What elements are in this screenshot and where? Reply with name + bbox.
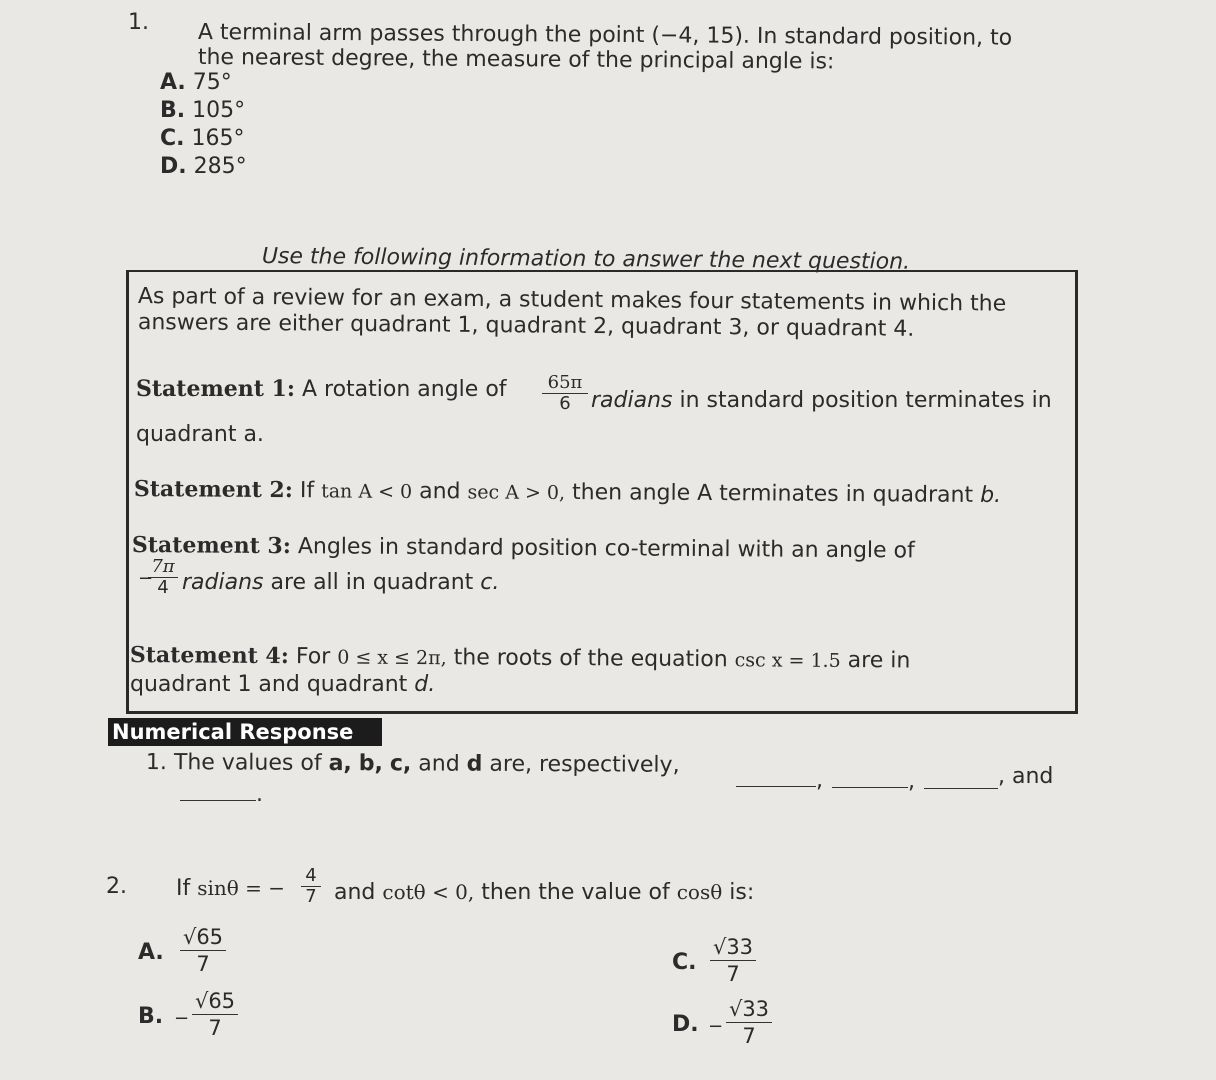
option-letter: C. [160, 126, 185, 151]
statement-text: then angle A terminates in quadrant [572, 480, 974, 508]
option-letter: B. [160, 98, 186, 123]
info-intro-line2: answers are either quadrant 1, quadrant 2, quadrant 3, or quadrant 4. [137, 310, 915, 342]
option-text: 105° [192, 98, 246, 123]
cot-expression: cotθ < 0, [382, 880, 475, 904]
numerical-response-question [146, 750, 680, 778]
negative-sign: − [138, 568, 154, 589]
option-letter: D. [672, 1012, 699, 1037]
option-text: 285° [193, 154, 247, 179]
info-intro-line1: As part of a review for an exam, a student makes four statements in which the [137, 284, 1007, 317]
fraction-65pi-over-6 [542, 373, 588, 414]
answer-blank-d[interactable] [180, 800, 256, 801]
statement-label: Statement 3: [131, 532, 291, 560]
nr-var-b: b, [358, 751, 383, 777]
numerical-response-header: Numerical Response [108, 718, 382, 746]
fraction-numerator: √65 [192, 988, 238, 1015]
q2-option-d[interactable] [672, 997, 782, 1062]
option-letter: C. [672, 950, 697, 975]
comma: , [908, 769, 915, 794]
statement-4 [130, 642, 911, 673]
fraction-numerator: 65π [542, 373, 588, 394]
statement-text: and [419, 478, 461, 505]
q2-stem-start [176, 876, 285, 901]
info-heading: Use the following information to answer the next question. [261, 244, 911, 275]
statement-text: in standard position terminates in [679, 388, 1052, 413]
statement-text: For [295, 644, 331, 670]
fraction-denominator: 7 [726, 962, 740, 986]
statement-text: are in [847, 648, 911, 674]
option-letter: A. [138, 940, 164, 965]
variable-d: d. [414, 672, 436, 697]
comma: , [816, 768, 823, 793]
variable-b: b. [980, 482, 1002, 509]
nr-var-c: c, [389, 751, 412, 777]
q2-stem-end [334, 880, 754, 905]
option-letter: B. [138, 1004, 164, 1029]
math-expression: 0 ≤ x ≤ 2π, [337, 646, 447, 670]
statement-text: If [299, 478, 315, 504]
math-expression: sec A > 0, [467, 481, 566, 505]
statement-label: Statement 4: [129, 642, 289, 670]
q1-number: 1. [128, 10, 149, 35]
statement-4-line2 [130, 672, 435, 697]
fraction-numerator: √33 [726, 996, 772, 1023]
option-letter: A. [160, 70, 186, 95]
q1-option-a[interactable] [160, 70, 232, 95]
option-fraction [710, 934, 756, 987]
radians-word: radians [591, 388, 673, 413]
q2-text: is: [729, 880, 755, 905]
fraction-denominator: 7 [196, 952, 210, 976]
option-text: 75° [192, 70, 232, 95]
statement-label: Statement 1: [136, 376, 295, 402]
q2-option-a[interactable] [138, 925, 238, 988]
fraction-denominator: 6 [559, 393, 571, 414]
statement-1-end [591, 388, 1052, 413]
answer-blank-c[interactable] [924, 788, 998, 789]
option-fraction [192, 988, 238, 1041]
statement-text: quadrant 1 and quadrant [130, 672, 408, 697]
variable-c: c. [480, 570, 500, 595]
sin-expression: sinθ = − [197, 876, 286, 900]
fraction-denominator: 7 [305, 886, 317, 907]
math-expression: csc x = 1.5 [734, 649, 841, 672]
q2-option-c[interactable] [672, 935, 772, 1000]
q2-text: and [334, 880, 376, 905]
statement-label: Statement 2: [133, 476, 293, 504]
q2-text: then the value of [481, 880, 670, 905]
nr-period: . [256, 782, 263, 807]
fraction-denominator: 7 [742, 1024, 756, 1048]
nr-text-end: are, respectively, [489, 751, 680, 778]
q1-stem-line2: the nearest degree, the measure of the principal angle is: [197, 45, 835, 75]
answer-blank-a[interactable] [736, 786, 816, 787]
option-letter: D. [160, 154, 187, 179]
option-fraction [180, 924, 226, 977]
radians-word: radians [182, 570, 264, 595]
statement-1 [136, 376, 507, 402]
q2-number: 2. [106, 874, 127, 899]
option-fraction [726, 996, 772, 1049]
nr-text: The values of [173, 750, 322, 776]
fraction-4-over-7 [301, 866, 321, 907]
nr-and: and [418, 751, 460, 777]
math-expression: tan A < 0 [321, 480, 413, 503]
q1-stem-line1: A terminal arm passes through the point (−4, 15). In standard position, to [197, 20, 1013, 51]
nr-and-end: , and [998, 764, 1054, 789]
statement-3-end [182, 570, 499, 595]
nr-var-a: a, [328, 750, 352, 777]
q1-option-d[interactable] [160, 154, 247, 179]
fraction-denominator: 4 [157, 577, 169, 598]
cos-expression: cosθ [676, 880, 723, 904]
statement-1-line2: quadrant a. [136, 422, 264, 447]
statement-3 [132, 532, 915, 563]
statement-text: the roots of the equation [453, 645, 728, 673]
fraction-denominator: 7 [208, 1016, 222, 1040]
fraction-numerator: √33 [710, 934, 756, 961]
option-text: 165° [191, 126, 245, 151]
fraction-7pi-over-4 [148, 557, 178, 598]
q1-option-b[interactable] [160, 98, 245, 123]
fraction-numerator: 4 [301, 866, 321, 887]
statement-text: are all in quadrant [270, 570, 474, 595]
fraction-numerator: 7π [148, 557, 178, 578]
q2-option-b[interactable] [138, 989, 248, 1054]
answer-blank-b[interactable] [832, 787, 908, 788]
negative-sign: − [708, 1016, 724, 1037]
statement-text: A rotation angle of [301, 377, 507, 402]
negative-sign: − [174, 1008, 190, 1029]
nr-var-d: d [466, 751, 483, 777]
statement-text: Angles in standard position co-terminal with an angle of [297, 534, 915, 564]
fraction-numerator: √65 [180, 924, 226, 951]
q2-text: If [176, 876, 191, 901]
nr-number: 1. [145, 750, 167, 776]
q1-option-c[interactable] [160, 126, 245, 151]
